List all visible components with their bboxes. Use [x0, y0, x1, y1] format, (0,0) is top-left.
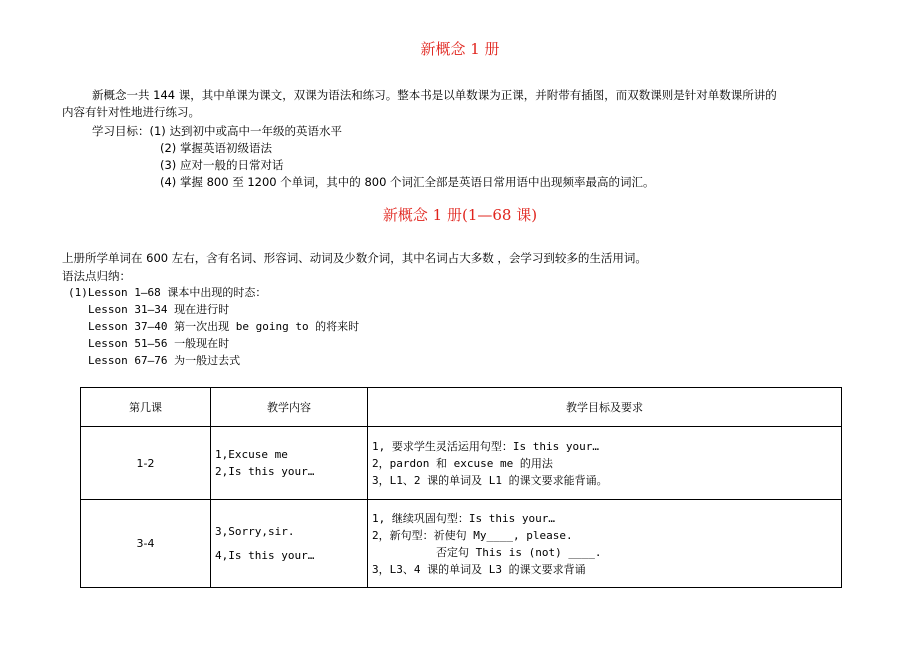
content-line: 1,Excuse me [215, 448, 288, 461]
goal-line-2: (2) 掌握英语初级语法 [160, 141, 272, 155]
header-content: 教学内容 [211, 388, 368, 427]
goal-line: 否定句 This is (not) ____. [436, 545, 602, 559]
tense-line-1: Lesson 31—34 现在进行时 [88, 303, 230, 316]
goals-cell [368, 427, 842, 500]
lesson-cell: 3-4 [81, 500, 211, 588]
document-title: 新概念 1 册 [420, 40, 500, 58]
goal-line-3: (3) 应对一般的日常对话 [160, 158, 284, 172]
header-goals: 教学目标及要求 [368, 388, 842, 427]
content-cell [211, 500, 368, 588]
table-header-row [81, 388, 842, 427]
goal-line: 3，L1、2 课的单词及 L1 的课文要求能背诵。 [372, 473, 608, 487]
goal-line-1: 学习目标：(1) 达到初中或高中一年级的英语水平 [92, 124, 342, 138]
tense-line-2: Lesson 37—40 第一次出现 be going to 的将来时 [88, 320, 360, 333]
goal-line: 3，L3、4 课的单词及 L3 的课文要求背诵 [372, 562, 586, 576]
table-row [81, 427, 842, 500]
tenses-intro: (1)Lesson 1—68 课本中出现的时态： [68, 286, 267, 299]
goal-line: 1, 继续巩固句型：Is this your… [372, 511, 555, 525]
goal-line: 1, 要求学生灵活运用句型：Is this your… [372, 439, 599, 453]
content-line: 3,Sorry,sir. [215, 524, 295, 538]
tense-line-4: Lesson 67—76 为一般过去式 [88, 354, 241, 367]
goal-line-4: (4) 掌握 800 至 1200 个单词，其中的 800 个词汇全部是英语日常用语中出现频率最高的词汇。 [160, 175, 655, 189]
lesson-table [80, 387, 842, 588]
goal-line: 2，pardon 和 excuse me 的用法 [372, 456, 553, 470]
goals-cell [368, 500, 842, 588]
content-cell [211, 427, 368, 500]
content-line: 4,Is this your… [215, 548, 315, 562]
lesson-cell: 1-2 [81, 427, 211, 500]
grammar-heading: 语法点归纳： [62, 269, 131, 283]
section-subtitle: 新概念 1 册(1—68 课) [382, 206, 538, 224]
tense-line-3: Lesson 51—56 一般现在时 [88, 337, 230, 350]
header-lesson: 第几课 [81, 388, 211, 427]
content-line: 2,Is this your… [215, 465, 315, 478]
goal-line: 2，新句型：祈使句 My____, please. [372, 528, 573, 542]
vocab-paragraph: 上册所学单词在 600 左右，含有名词、形容词、动词及少数介词，其中名词占大多数 ，会学习到较多的生活用词。 [62, 251, 647, 265]
intro-paragraph: 新概念一共 144 课，其中单课为课文，双课为语法和练习。整本书是以单数课为正课，并附带有插图，而双数课则是针对单数课所讲的 [92, 88, 777, 102]
table-row [81, 500, 842, 588]
intro-paragraph-cont: 内容有针对性地进行练习。 [62, 105, 200, 119]
